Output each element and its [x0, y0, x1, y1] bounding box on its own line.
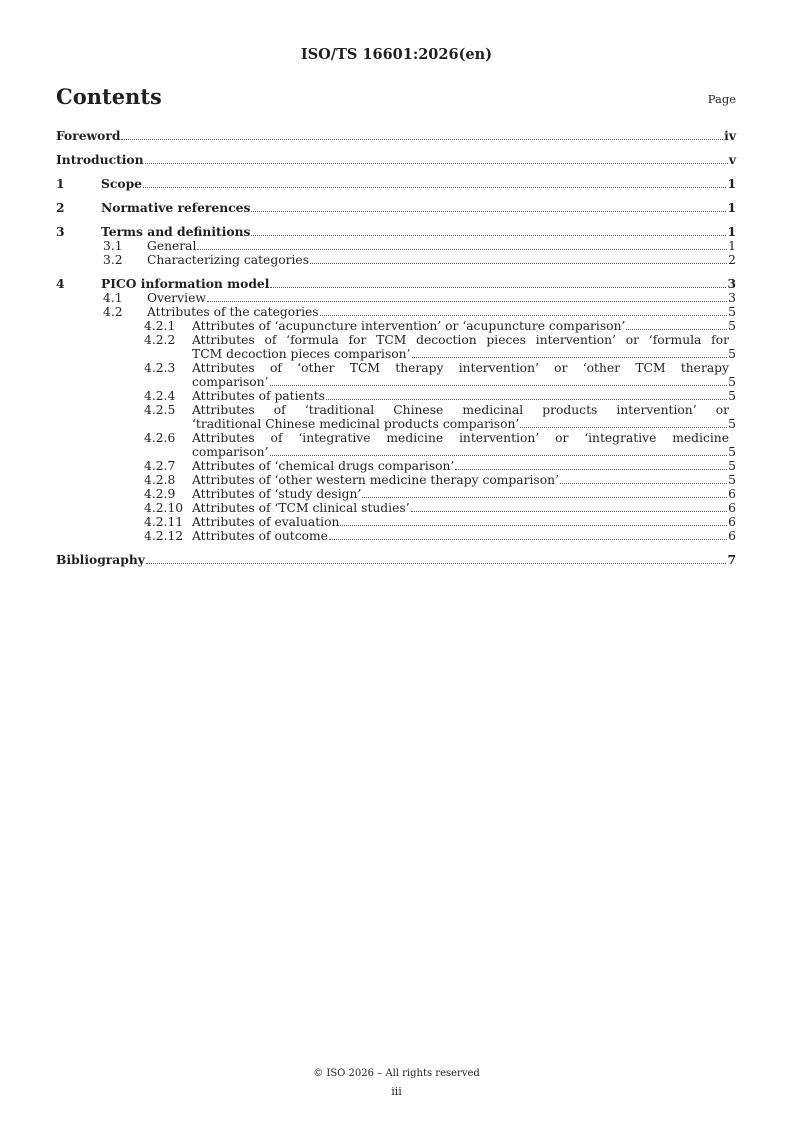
leader-dots	[251, 211, 726, 212]
toc-label: PICO information model	[101, 276, 270, 291]
toc-page: 6	[728, 501, 736, 515]
toc-label-line2: TCM decoction pieces comparison’	[192, 347, 411, 361]
toc-entry-foreword[interactable]	[56, 129, 736, 143]
leader-dots	[412, 357, 728, 358]
toc-number: 4.2.6	[144, 431, 176, 445]
toc-entry-normative-references[interactable]	[56, 201, 736, 215]
toc-page: 5	[728, 305, 736, 319]
toc-number: 3	[56, 224, 65, 239]
toc-page: 6	[728, 529, 736, 543]
toc-number: 4.2.11	[144, 515, 184, 529]
toc-number: 4.2.5	[144, 403, 176, 417]
toc-entry-terms-and-definitions[interactable]	[56, 225, 736, 239]
toc-number: 4.2.10	[144, 501, 184, 515]
toc-page: 2	[728, 253, 736, 267]
toc-page: 5	[728, 459, 736, 473]
toc-number: 4.2	[103, 305, 123, 319]
toc-label: Attributes of outcome	[192, 529, 328, 543]
leader-dots	[455, 469, 727, 470]
leader-dots	[270, 455, 728, 456]
leader-dots	[310, 263, 727, 264]
toc-number: 2	[56, 200, 65, 215]
toc-entry-overview[interactable]	[56, 291, 736, 305]
toc-entry-4-2-9[interactable]	[56, 487, 736, 501]
toc-entry-bibliography[interactable]	[56, 553, 736, 567]
toc-label: Characterizing categories	[147, 253, 310, 267]
toc-label: Attributes of ‘acupuncture intervention’ or ‘acupuncture comparison’	[192, 319, 626, 333]
toc-number: 1	[56, 176, 65, 191]
toc-label: Attributes of ‘chemical drugs comparison’	[192, 459, 455, 473]
toc-page: 6	[728, 515, 736, 529]
toc-page: 5	[728, 319, 736, 333]
toc-page: 5	[728, 375, 736, 389]
toc-label-line1: Attributes of ‘traditional Chinese medicinal products intervention’ or	[192, 403, 729, 417]
toc-number: 4.2.2	[144, 333, 176, 347]
page-title: Contents	[56, 84, 162, 109]
toc-label: Attributes of ‘study design’	[192, 487, 362, 501]
toc-entry-introduction[interactable]	[56, 153, 736, 167]
toc-page: 1	[728, 239, 736, 253]
toc-number: 4.2.3	[144, 361, 176, 375]
toc-number: 3.1	[103, 239, 123, 253]
leader-dots	[326, 399, 727, 400]
toc-label-line2: ‘traditional Chinese medicinal products comparison’	[192, 417, 520, 431]
leader-dots	[121, 139, 723, 140]
toc-label: Bibliography	[56, 552, 145, 567]
toc-entry-4-2-10[interactable]	[56, 501, 736, 515]
toc-page: 3	[728, 291, 736, 305]
toc-number: 4.2.7	[144, 459, 176, 473]
toc-entry-scope[interactable]	[56, 177, 736, 191]
toc-entry-4-2-4[interactable]	[56, 389, 736, 403]
toc-number: 4.2.12	[144, 529, 184, 543]
toc-label: Attributes of ‘TCM clinical studies’	[192, 501, 410, 515]
toc-label: Attributes of ‘other western medicine therapy comparison’	[192, 473, 559, 487]
toc-page: 5	[728, 445, 736, 459]
toc-number: 4	[56, 276, 65, 291]
toc-number: 4.1	[103, 291, 123, 305]
toc-label: Foreword	[56, 128, 121, 143]
toc-entry-4-2-11[interactable]	[56, 515, 736, 529]
toc-page: 1	[727, 176, 736, 191]
toc-entry-4-2-1[interactable]	[56, 319, 736, 333]
toc-number: 4.2.4	[144, 389, 176, 403]
toc-label: Attributes of the categories	[147, 305, 319, 319]
toc-page: 5	[728, 347, 736, 361]
toc-label: Terms and definitions	[101, 224, 251, 239]
toc-label-line1: Attributes of ‘formula for TCM decoction pieces intervention’ or ‘formula for	[192, 333, 729, 347]
toc-entry-general[interactable]	[56, 239, 736, 253]
toc-label: Normative references	[101, 200, 251, 215]
toc-entry-4-2-12[interactable]	[56, 529, 736, 543]
toc-page: 6	[728, 487, 736, 501]
toc-page: 5	[728, 389, 736, 403]
toc-page: iv	[724, 128, 736, 143]
toc-entry-4-2-2[interactable]	[56, 333, 736, 361]
leader-dots	[362, 497, 727, 498]
toc-number: 4.2.9	[144, 487, 176, 501]
leader-dots	[251, 235, 726, 236]
toc-label: Overview	[147, 291, 206, 305]
toc-entry-4-2-3[interactable]	[56, 361, 736, 389]
toc-label-line1: Attributes of ‘other TCM therapy intervention’ or ‘other TCM therapy	[192, 361, 729, 375]
table-of-contents	[56, 129, 736, 567]
leader-dots	[207, 301, 727, 302]
toc-entry-attributes-of-categories[interactable]	[56, 305, 736, 319]
toc-page: 1	[727, 224, 736, 239]
leader-dots	[320, 315, 728, 316]
leader-dots	[560, 483, 727, 484]
toc-number: 3.2	[103, 253, 123, 267]
toc-label-line2: comparison’	[192, 375, 269, 389]
leader-dots	[197, 249, 727, 250]
toc-page: 3	[727, 276, 736, 291]
toc-label: Attributes of evaluation	[192, 515, 340, 529]
toc-page: 1	[727, 200, 736, 215]
toc-page: 7	[727, 552, 736, 567]
toc-page: 5	[728, 473, 736, 487]
toc-label: Introduction	[56, 152, 144, 167]
toc-label-line1: Attributes of ‘integrative medicine intervention’ or ‘integrative medicine	[192, 431, 729, 445]
toc-label: Attributes of patients	[192, 389, 325, 403]
toc-number: 4.2.8	[144, 473, 176, 487]
page-number: iii	[391, 1085, 402, 1098]
toc-entry-4-2-6[interactable]	[56, 431, 736, 459]
leader-dots	[329, 539, 727, 540]
toc-label: Scope	[101, 176, 142, 191]
toc-entry-characterizing-categories[interactable]	[56, 253, 736, 267]
toc-label: General	[147, 239, 197, 253]
leader-dots	[411, 511, 728, 512]
leader-dots	[143, 187, 726, 188]
toc-entry-4-2-5[interactable]	[56, 403, 736, 431]
leader-dots	[145, 163, 728, 164]
leader-dots	[146, 563, 727, 564]
leader-dots	[626, 329, 727, 330]
page-column-label: Page	[707, 92, 736, 106]
leader-dots	[340, 525, 727, 526]
toc-number: 4.2.1	[144, 319, 176, 333]
toc-page: 5	[728, 417, 736, 431]
toc-entry-4-2-8[interactable]	[56, 473, 736, 487]
copyright-notice: © ISO 2026 – All rights reserved	[313, 1068, 480, 1079]
document-header: ISO/TS 16601:2026(en)	[300, 46, 493, 63]
leader-dots	[270, 385, 728, 386]
leader-dots	[270, 287, 726, 288]
toc-entry-pico-information-model[interactable]	[56, 277, 736, 291]
toc-page: v	[728, 152, 736, 167]
toc-entry-4-2-7[interactable]	[56, 459, 736, 473]
leader-dots	[520, 427, 727, 428]
toc-label-line2: comparison’	[192, 445, 269, 459]
